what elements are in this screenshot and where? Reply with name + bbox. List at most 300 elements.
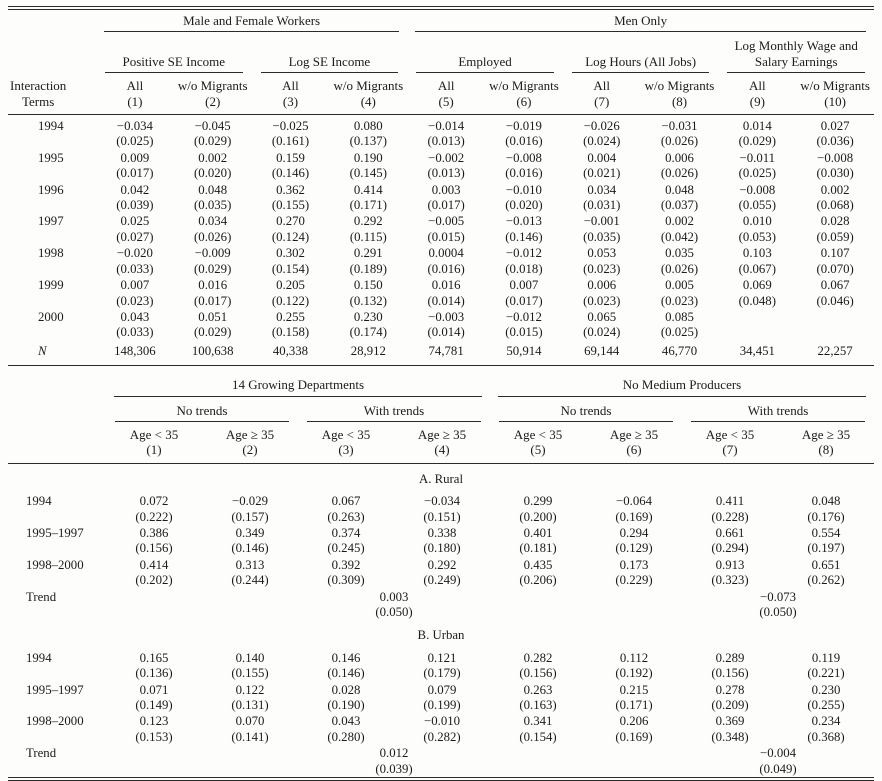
table2-subgroup-row: [8, 397, 874, 422]
column-header-age-2: [202, 422, 298, 463]
year-label: 1997: [38, 214, 64, 229]
column-label: Age ≥ 35: [225, 426, 275, 442]
coefficient-cell: 0.069: [742, 278, 772, 293]
empty-cell: [490, 762, 586, 777]
period-se-row: [8, 698, 874, 713]
subgroup-with-trends-left: [298, 397, 490, 422]
column-number: (7): [722, 442, 738, 458]
standard-error-cell: (0.282): [423, 729, 461, 744]
standard-error-cell: (0.229): [615, 573, 653, 588]
row-label-spacer: [8, 198, 96, 213]
standard-error-cell: (0.020): [194, 166, 232, 181]
coefficient-cell: −0.019: [505, 119, 542, 134]
table1-group-stub-spacer: [8, 10, 96, 32]
standard-error-cell: (0.035): [583, 229, 621, 244]
subgroup-with-trends-right: [682, 397, 874, 422]
coefficient-cell: −0.001: [583, 214, 620, 229]
column-label: All: [282, 78, 299, 94]
standard-error-cell: (0.129): [615, 541, 653, 556]
standard-error-cell: (0.015): [505, 325, 543, 340]
trend-coefficient-cell: −0.004: [760, 746, 797, 761]
coefficient-cell: 0.119: [811, 650, 841, 665]
standard-error-cell: (0.115): [349, 229, 387, 244]
standard-error-cell: (0.014): [427, 325, 465, 340]
year-se-row: [8, 294, 874, 309]
empty-cell: [586, 589, 682, 605]
coefficient-cell: 0.255: [276, 309, 305, 324]
trend-label: Trend: [26, 746, 57, 761]
standard-error-cell: (0.323): [711, 573, 749, 588]
standard-error-cell: (0.025): [660, 325, 699, 340]
period-se-row: [8, 541, 874, 556]
coefficient-cell: 0.042: [120, 182, 150, 197]
column-header-6: [485, 73, 563, 114]
standard-error-cell: (0.222): [135, 509, 173, 524]
coefficient-cell: 0.278: [715, 682, 745, 697]
coefficient-cell: 0.080: [353, 119, 383, 134]
standard-error-cell: (0.036): [816, 134, 854, 149]
coefficient-cell: −0.002: [428, 150, 465, 165]
year-se-row: [8, 325, 874, 340]
coefficient-cell: 0.173: [619, 557, 649, 572]
period-coef-row: [8, 490, 874, 509]
standard-error-cell: (0.014): [427, 293, 465, 308]
coefficient-cell: 0.014: [742, 119, 772, 134]
standard-error-cell: (0.024): [583, 134, 621, 149]
standard-error-cell: (0.025): [116, 134, 154, 149]
standard-error-cell: (0.023): [660, 293, 699, 308]
year-coef-row: [8, 115, 874, 135]
column-label: Age ≥ 35: [417, 426, 467, 442]
period-label: 1995–1997: [26, 525, 84, 540]
n-value-cell: 40,338: [252, 341, 330, 366]
column-label: w/o Migrants: [800, 78, 870, 94]
row-label-spacer: [8, 573, 106, 588]
coefficient-cell: 0.292: [353, 214, 383, 229]
standard-error-cell: (0.280): [327, 729, 365, 744]
coefficient-cell: 0.072: [139, 494, 169, 509]
trend-coefficient-cell: 0.003: [379, 589, 409, 604]
coefficient-cell: −0.034: [424, 494, 461, 509]
standard-error-cell: (0.161): [271, 134, 310, 149]
coefficient-cell: 0.085: [665, 309, 694, 324]
column-group-label: Men Only: [415, 13, 866, 32]
n-value-cell: 100,638: [174, 341, 252, 366]
column-label: Age < 35: [705, 426, 755, 442]
column-group-men-only: [407, 10, 874, 32]
standard-error-cell: (0.149): [135, 698, 173, 713]
column-header-age-4: [394, 422, 490, 463]
subgroup-log-se-income: [252, 32, 408, 73]
row-label-spacer: [8, 294, 96, 309]
bottom-double-rule: [8, 777, 874, 781]
standard-error-cell: (0.202): [135, 573, 173, 588]
column-group-label: 14 Growing Departments: [114, 377, 482, 396]
year-coef-row: [8, 213, 874, 229]
coefficient-cell: 0.034: [198, 214, 228, 229]
coefficient-cell: 0.913: [715, 557, 745, 572]
column-label: Age ≥ 35: [801, 426, 851, 442]
coefficient-cell: 0.035: [665, 246, 694, 261]
coefficient-cell: −0.013: [505, 214, 542, 229]
empty-cell: [106, 762, 202, 777]
coefficient-cell: 0.067: [331, 494, 361, 509]
coefficient-cell: 0.263: [523, 682, 553, 697]
period-coef-row: [8, 525, 874, 541]
coefficient-cell: 0.282: [523, 650, 553, 665]
standard-error-cell: (0.197): [807, 541, 845, 556]
coefficient-cell: 0.401: [523, 525, 553, 540]
year-label: 1994: [38, 119, 64, 134]
subgroup-label: With trends: [691, 403, 865, 422]
coefficient-cell: −0.005: [428, 214, 465, 229]
standard-error-cell: (0.046): [816, 293, 854, 308]
standard-error-cell: (0.030): [816, 166, 854, 181]
standard-error-cell: (0.026): [660, 166, 699, 181]
standard-error-cell: (0.029): [738, 134, 776, 149]
empty-cell: [586, 745, 682, 761]
column-label: w/o Migrants: [333, 78, 404, 94]
standard-error-cell: (0.020): [505, 198, 543, 213]
column-header-4: [329, 73, 407, 114]
row-label-spacer: [8, 262, 96, 277]
standard-error-cell: (0.146): [505, 229, 543, 244]
table1-subgroup-row: [8, 32, 874, 73]
subgroup-label: Positive SE Income: [105, 54, 243, 73]
coefficient-cell: −0.008: [739, 182, 776, 197]
n-value-cell: 46,770: [641, 341, 719, 366]
trend-standard-error-cell: (0.050): [759, 605, 797, 619]
empty-cell: [490, 605, 586, 620]
standard-error-cell: (0.055): [738, 198, 776, 213]
coefficient-cell: −0.008: [505, 150, 542, 165]
coefficient-cell: 0.140: [235, 650, 265, 665]
stub-header-line2: Terms: [22, 93, 55, 109]
trend-standard-error-cell: (0.049): [759, 761, 797, 776]
coefficient-cell: 0.006: [665, 150, 694, 165]
panel-title: A. Rural: [418, 471, 464, 486]
year-se-row: [8, 134, 874, 149]
coefficient-cell: 0.661: [715, 525, 745, 540]
column-header-age-7: [682, 422, 778, 463]
column-label: All: [593, 78, 611, 94]
standard-error-cell: (0.244): [231, 573, 269, 588]
n-value-cell: 74,781: [407, 341, 485, 366]
column-number: (9): [749, 93, 765, 109]
row-label-spacer: [8, 698, 106, 713]
coefficient-cell: 0.651: [811, 557, 841, 572]
column-header-age-8: [778, 422, 874, 463]
column-header-7: [563, 73, 641, 114]
panel-title-row: [8, 620, 874, 646]
standard-error-cell: (0.131): [231, 698, 269, 713]
coefficient-cell: 0.289: [715, 650, 745, 665]
standard-error-cell: (0.156): [519, 666, 557, 681]
coefficient-cell: −0.010: [424, 714, 461, 729]
row-label-spacer: [8, 605, 106, 620]
coefficient-cell: 0.146: [331, 650, 361, 665]
standard-error-cell: (0.068): [816, 198, 854, 213]
period-label: 1998–2000: [26, 714, 84, 729]
year-coef-row: [8, 150, 874, 166]
table1-body: [8, 115, 874, 366]
column-label: w/o Migrants: [489, 78, 559, 94]
year-se-row: [8, 166, 874, 181]
standard-error-cell: (0.255): [807, 698, 845, 713]
standard-error-cell: (0.137): [349, 134, 387, 149]
standard-error-cell: (0.192): [615, 666, 653, 681]
coefficient-cell: 0.349: [235, 525, 265, 540]
period-coef-row: [8, 682, 874, 698]
observations-row: [8, 341, 874, 366]
standard-error-cell: (0.024): [583, 325, 621, 340]
year-se-row: [8, 230, 874, 245]
table1-column-header-row: [8, 73, 874, 114]
column-group-no-medium-producers: [490, 374, 874, 396]
coefficient-cell: 0.121: [427, 650, 457, 665]
trend-coef-row: [8, 745, 874, 761]
coefficient-cell: 0.002: [198, 150, 228, 165]
table1-group-row: [8, 10, 874, 32]
column-number: (7): [594, 93, 610, 109]
n-value-cell: 148,306: [96, 341, 174, 366]
coefficient-cell: −0.010: [505, 182, 542, 197]
trend-standard-error-cell: (0.039): [375, 761, 413, 776]
coefficient-cell: −0.045: [194, 119, 231, 134]
subgroup-label: Employed: [416, 54, 554, 73]
empty-cell: [586, 762, 682, 777]
coefficient-cell: 0.230: [811, 682, 841, 697]
column-number: (2): [242, 442, 258, 458]
subgroup-log-hours: [563, 32, 719, 73]
coefficient-cell: 0.123: [139, 714, 169, 729]
period-label: 1994: [26, 650, 52, 665]
trend-label: Trend: [26, 589, 57, 604]
coefficient-cell: 0.002: [665, 214, 694, 229]
table2-subgroup-stub-spacer: [8, 397, 106, 422]
table2-group-stub-spacer: [8, 374, 106, 396]
standard-error-cell: (0.209): [711, 698, 749, 713]
coefficient-cell: 0.190: [353, 150, 383, 165]
column-label: All: [749, 78, 766, 94]
empty-cell: [202, 605, 298, 620]
year-label: 1995: [38, 150, 64, 165]
standard-error-cell: (0.037): [660, 198, 699, 213]
standard-error-cell: (0.023): [116, 293, 154, 308]
empty-cell: [202, 589, 298, 605]
coefficient-cell: 0.003: [431, 182, 461, 197]
standard-error-cell: (0.122): [271, 293, 310, 308]
standard-error-cell: (0.023): [583, 261, 621, 276]
standard-error-cell: (0.176): [807, 509, 845, 524]
trend-se-row: [8, 762, 874, 777]
year-coef-row: [8, 277, 874, 293]
coefficient-cell: 0.005: [665, 278, 694, 293]
standard-error-cell: (0.035): [194, 198, 232, 213]
table2-column-header-row: [8, 422, 874, 463]
row-label-spacer: [8, 762, 106, 777]
column-header-9: [718, 73, 796, 114]
standard-error-cell: (0.156): [711, 666, 749, 681]
subgroup-employed: [407, 32, 563, 73]
column-number: (4): [434, 442, 450, 458]
standard-error-cell: (0.189): [349, 261, 387, 276]
column-number: (1): [127, 93, 143, 109]
coefficient-cell: 0.414: [353, 182, 383, 197]
standard-error-cell: (0.017): [194, 293, 232, 308]
coefficient-cell: 0.002: [820, 182, 850, 197]
coefficient-cell: 0.386: [139, 525, 169, 540]
table2-header: [8, 374, 874, 463]
column-group-label: No Medium Producers: [498, 377, 866, 396]
coefficient-cell: 0.270: [276, 214, 305, 229]
period-coef-row: [8, 557, 874, 573]
column-header-10: [796, 73, 874, 114]
standard-error-cell: (0.151): [423, 509, 461, 524]
column-group-male-female: [96, 10, 407, 32]
coefficient-cell: −0.012: [505, 309, 542, 324]
coefficient-cell: 0.302: [276, 246, 305, 261]
table-workers-regressions: [8, 10, 874, 366]
year-label: 1998: [38, 246, 64, 261]
coefficient-cell: 0.071: [139, 682, 169, 697]
coefficient-cell: 0.016: [431, 278, 461, 293]
coefficient-cell: 0.004: [587, 150, 617, 165]
period-label: 1994: [26, 494, 52, 509]
standard-error-cell: (0.221): [807, 666, 845, 681]
coefficient-cell: 0.392: [331, 557, 361, 572]
period-coef-row: [8, 713, 874, 729]
standard-error-cell: (0.228): [711, 509, 749, 524]
column-header-8: [641, 73, 719, 114]
empty-cell: [490, 745, 586, 761]
stub-header-interaction-terms: [8, 73, 96, 114]
standard-error-cell: (0.033): [116, 325, 154, 340]
column-header-age-1: [106, 422, 202, 463]
coefficient-cell: 0.010: [742, 214, 772, 229]
column-header-age-6: [586, 422, 682, 463]
row-label-spacer: [8, 166, 96, 181]
coefficient-cell: 0.070: [235, 714, 265, 729]
standard-error-cell: (0.145): [349, 166, 387, 181]
standard-error-cell: (0.200): [519, 509, 557, 524]
row-label-spacer: [8, 230, 96, 245]
coefficient-cell: −0.003: [428, 309, 465, 324]
row-label-spacer: [8, 541, 106, 556]
column-number: (5): [530, 442, 546, 458]
coefficient-cell: 0.411: [715, 494, 745, 509]
coefficient-cell: 0.215: [619, 682, 649, 697]
column-number: (3): [282, 93, 299, 109]
standard-error-cell: (0.070): [816, 261, 854, 276]
coefficient-cell: −0.014: [428, 119, 465, 134]
standard-error-cell: (0.027): [116, 229, 154, 244]
standard-error-cell: (0.059): [816, 229, 854, 244]
period-se-row: [8, 573, 874, 588]
column-header-5: [407, 73, 485, 114]
coefficient-cell: −0.008: [817, 150, 854, 165]
coefficient-cell: 0.065: [587, 309, 617, 324]
standard-error-cell: (0.017): [116, 166, 154, 181]
table-departments-regressions: [8, 374, 874, 777]
column-number: (8): [818, 442, 834, 458]
standard-error-cell: (0.013): [427, 134, 465, 149]
table2-group-row: [8, 374, 874, 396]
coefficient-cell: 0.107: [820, 246, 850, 261]
coefficient-cell: 0.0004: [428, 246, 464, 261]
coefficient-cell: 0.067: [820, 278, 850, 293]
standard-error-cell: (0.033): [116, 261, 154, 276]
empty-cell: [106, 745, 202, 761]
coefficient-cell: 0.374: [331, 525, 361, 540]
standard-error-cell: (0.163): [519, 698, 557, 713]
table1-header: [8, 10, 874, 115]
standard-error-cell: (0.026): [194, 229, 232, 244]
coefficient-cell: 0.205: [276, 278, 305, 293]
column-number: (5): [438, 93, 454, 109]
n-label: N: [8, 341, 96, 366]
standard-error-cell: (0.155): [231, 666, 269, 681]
column-header-1: [96, 73, 174, 114]
period-coef-row: [8, 647, 874, 666]
column-header-3: [252, 73, 330, 114]
row-label-spacer: [8, 134, 96, 149]
empty-cell: [202, 745, 298, 761]
column-label: All: [437, 78, 455, 94]
panel-title-row: [8, 463, 874, 490]
subgroup-no-trends-left: [106, 397, 298, 422]
column-number: (8): [671, 93, 688, 109]
n-value-cell: 34,451: [718, 341, 796, 366]
subgroup-label: Log Monthly Wage and Salary Earnings: [727, 38, 865, 73]
standard-error-cell: (0.155): [271, 198, 310, 213]
standard-error-cell: (0.029): [194, 261, 232, 276]
subgroup-label: Log SE Income: [261, 54, 399, 73]
standard-error-cell: (0.206): [519, 573, 557, 588]
empty-cell: [106, 605, 202, 620]
column-label: Age < 35: [129, 426, 179, 442]
trend-se-row: [8, 605, 874, 620]
coefficient-cell: −0.064: [616, 494, 653, 509]
row-label-spacer: [8, 325, 96, 340]
coefficient-cell: 0.338: [427, 525, 457, 540]
coefficient-cell: −0.025: [272, 119, 309, 134]
coefficient-cell: 0.554: [811, 525, 841, 540]
row-label-spacer: [8, 666, 106, 681]
coefficient-cell: 0.043: [331, 714, 361, 729]
standard-error-cell: (0.181): [519, 541, 557, 556]
standard-error-cell: (0.048): [738, 293, 776, 308]
standard-error-cell: (0.136): [135, 666, 173, 681]
period-label: 1995–1997: [26, 682, 84, 697]
standard-error-cell: (0.016): [505, 166, 543, 181]
standard-error-cell: (0.171): [349, 198, 387, 213]
empty-cell: [490, 589, 586, 605]
coefficient-cell: 0.313: [235, 557, 265, 572]
coefficient-cell: 0.079: [427, 682, 457, 697]
empty-cell: [202, 762, 298, 777]
column-number: (6): [626, 442, 642, 458]
standard-error-cell: (0.015): [427, 229, 465, 244]
standard-error-cell: (0.245): [327, 541, 365, 556]
standard-error-cell: (0.023): [583, 293, 621, 308]
standard-error-cell: (0.153): [135, 729, 173, 744]
coefficient-cell: 0.122: [235, 682, 265, 697]
table2-colhead-stub-spacer: [8, 422, 106, 463]
standard-error-cell: (0.031): [583, 198, 621, 213]
coefficient-cell: 0.230: [353, 309, 383, 324]
coefficient-cell: 0.294: [619, 525, 649, 540]
